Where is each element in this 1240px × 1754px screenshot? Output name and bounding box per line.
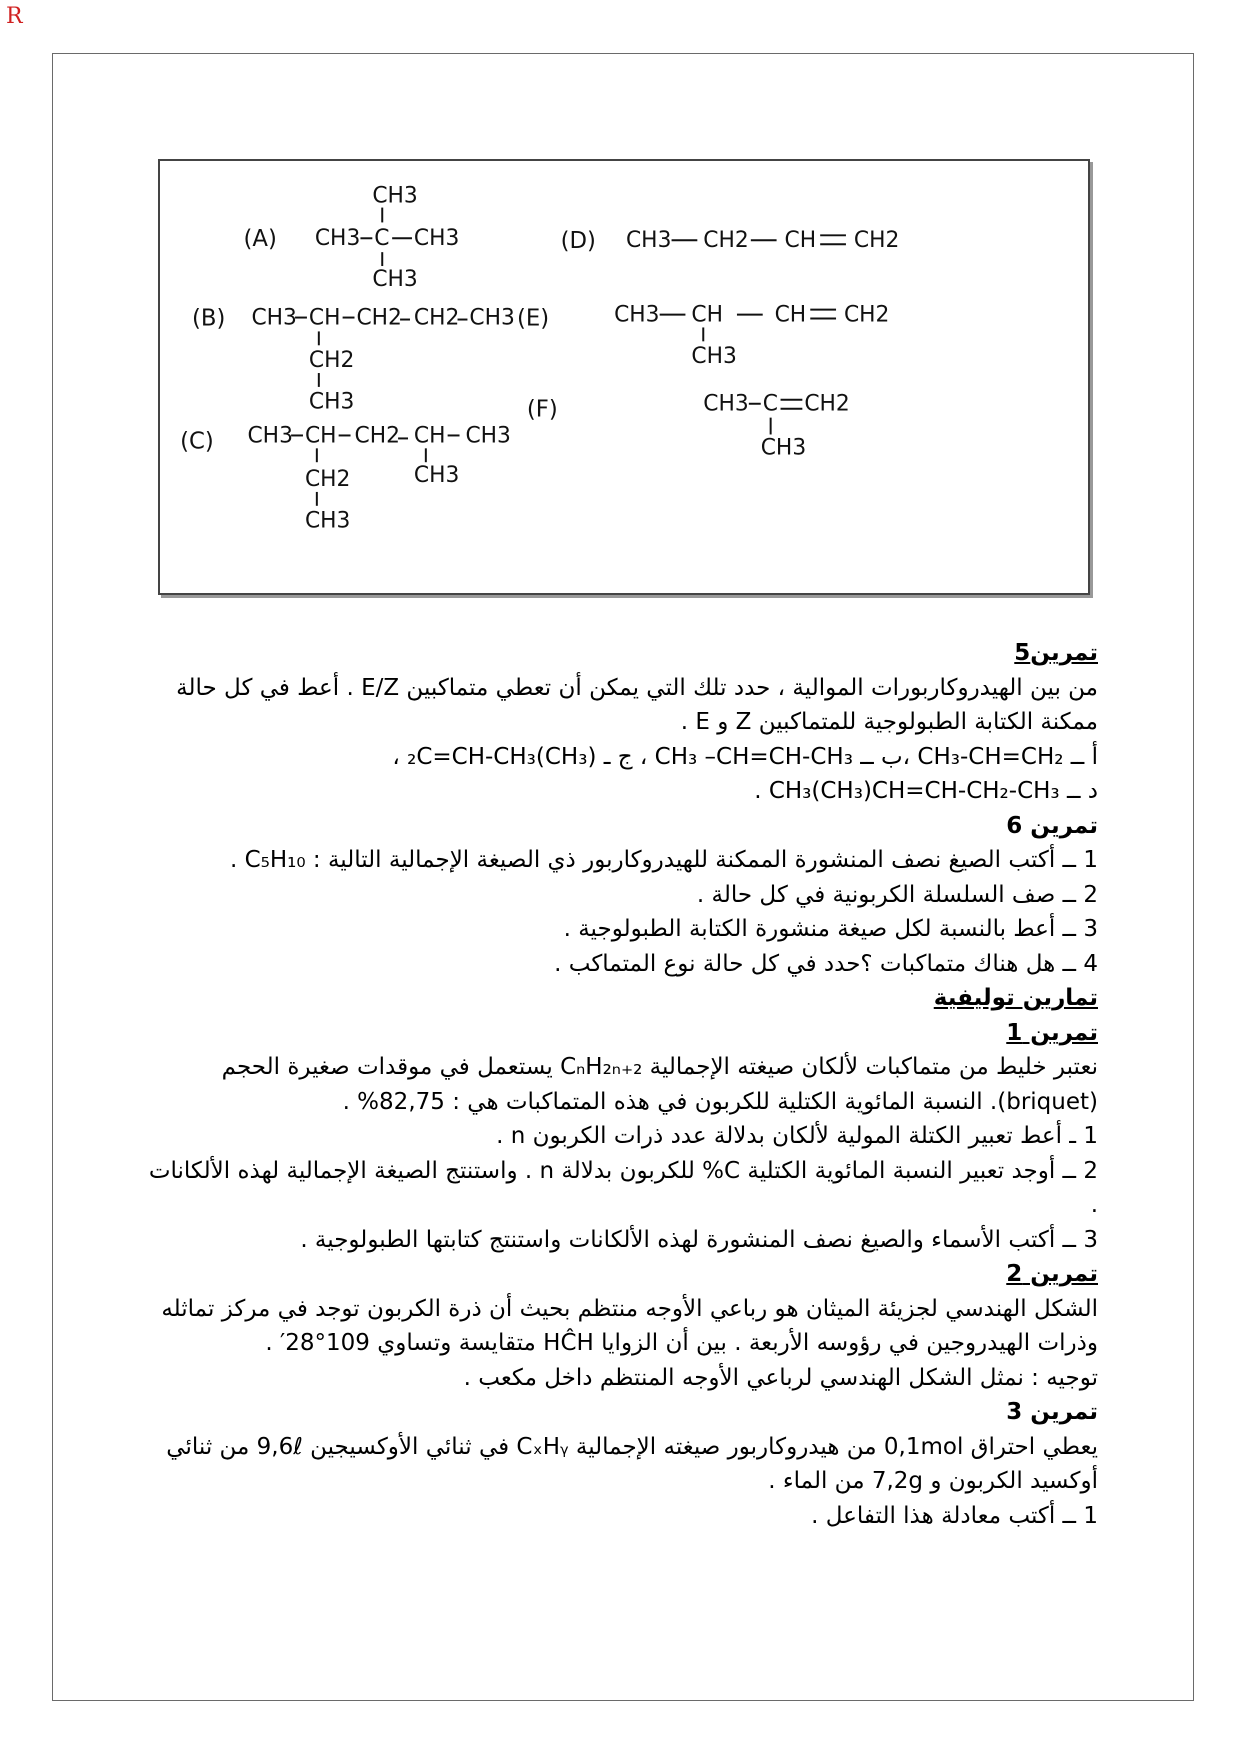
e-ch2-end: CH2 xyxy=(843,302,890,328)
b-ch: CH xyxy=(308,305,341,331)
synthesis-2-statement: الشكل الهندسي لجزيئة الميثان هو رباعي الأوجه منتظم بحيث أن ذرة الكربون توجد في مركز تماثله وذرات الهيدروجين في رؤوسه الأربعة . بين أن الزوايا HĈH متقايسة وتساوي 109°28′ . xyxy=(161,1295,1098,1356)
f-ch3: CH3 xyxy=(703,391,749,417)
c-ch2-branch: CH2 xyxy=(304,466,351,492)
label-c: (C) xyxy=(180,428,214,455)
label-f: (F) xyxy=(526,396,558,423)
exercise-6-q1: 1 ــ أكتب الصيغ نصف المنشورة الممكنة للهيدروكاربور ذي الصيغة الإجمالية التالية : C₅H₁₀ . xyxy=(229,847,1098,873)
synthesis-3-statement: يعطي احتراق 0,1mol من هيدروكاربور صيغته الإجمالية CₓHᵧ في ثنائي الأوكسيجين 9,6ℓ من ثنائي أوكسيد الكربون و 7,2g من الماء . xyxy=(166,1433,1098,1494)
label-a: (A) xyxy=(243,226,277,253)
structures-svg xyxy=(160,161,1088,593)
b-ch3-1: CH3 xyxy=(251,305,297,331)
c-ch-1: CH xyxy=(304,423,337,449)
synthesis-2-hint: توجيه : نمثل الشكل الهندسي لرباعي الأوجه المنتظم داخل مكعب . xyxy=(463,1364,1098,1391)
synthesis-2-title: تمرين 2 xyxy=(1006,1261,1098,1287)
b-ch3-branch: CH3 xyxy=(308,389,355,415)
a-left-ch3: CH3 xyxy=(314,226,361,252)
b-ch2-1: CH2 xyxy=(356,305,402,331)
e-ch3-branch: CH3 xyxy=(691,344,737,370)
synthesis-1-q3: 3 ــ أكتب الأسماء والصيغ نصف المنشورة لهذه الألكانات واستنتج كتابتها الطبولوجية . xyxy=(300,1226,1098,1253)
exercise-text xyxy=(148,636,1098,1533)
label-e: (E) xyxy=(516,305,550,332)
exercise-6-q4: 4 ــ هل هناك متماكبات ؟حدد في كل حالة نوع المتماكب . xyxy=(554,950,1098,977)
c-ch3-branch: CH3 xyxy=(304,508,351,534)
a-center-c: C xyxy=(374,226,390,252)
label-b: (B) xyxy=(192,305,226,332)
b-ch2-branch: CH2 xyxy=(308,348,355,374)
exercise-5-statement: من بين الهيدروكاربورات الموالية ، حدد تلك التي يمكن أن تعطي متماكبين E/Z . أعط في كل حالة ممكنة الكتابة الطبولوجية للمتماكبين Z و E . xyxy=(176,674,1098,735)
d-ch2: CH2 xyxy=(703,228,749,254)
c-ch3-1: CH3 xyxy=(247,423,293,449)
a-right-ch3: CH3 xyxy=(413,226,460,252)
label-d: (D) xyxy=(560,228,596,255)
c-ch3-2: CH3 xyxy=(465,423,511,449)
synthesis-3-title: تمرين 3 xyxy=(1006,1399,1098,1425)
c-ch2: CH2 xyxy=(354,423,400,449)
f-ch3-branch: CH3 xyxy=(760,435,807,461)
exercise-5-title: تمرين5 xyxy=(1014,640,1098,666)
b-ch3-2: CH3 xyxy=(469,305,515,331)
synthesis-1-q2: 2 ــ أوجد تعبير النسبة المائوية الكتلية C% للكربون بدلالة n . واستنتج الصيغة الإجمالية لهذه الألكانات . xyxy=(148,1157,1098,1218)
e-ch3: CH3 xyxy=(614,302,660,328)
c-ch-2: CH xyxy=(413,423,446,449)
exercise-6-q2: 2 ــ صف السلسلة الكربونية في كل حالة . xyxy=(696,881,1098,908)
corner-mark: R xyxy=(6,4,23,29)
exercise-5-formulas-2: د ــ CH₃(CH₃)CH=CH-CH₂-CH₃ . xyxy=(754,778,1098,804)
e-ch: CH xyxy=(691,302,723,328)
c-ch3-branch-2: CH3 xyxy=(413,463,460,489)
exercise-5-formulas-1: أ ــ CH₃-CH=CH₂ ،ب ــ CH₃ –CH=CH-CH₃ ، ج ـ (CH₃)₂C=CH-CH₃ ، xyxy=(392,743,1098,770)
a-top-ch3: CH3 xyxy=(372,183,418,209)
synthesis-1-title: تمرين 1 xyxy=(1006,1019,1098,1046)
exercise-6-q3: 3 ــ أعط بالنسبة لكل صيغة منشورة الكتابة الطبولوجية . xyxy=(563,916,1098,942)
f-c: C xyxy=(762,391,778,417)
synthesis-1-statement: نعتبر خليط من متماكبات لألكان صيغته الإجمالية CₙH₂ₙ₊₂ يستعمل في موقدات صغيرة الحجم (briquet). النسبة المائوية الكتلية للكربون في هذه المتماكبات هي : 82,75% . xyxy=(221,1054,1098,1115)
b-ch2-2: CH2 xyxy=(413,305,460,331)
e-ch-2: CH xyxy=(774,302,807,328)
d-ch: CH xyxy=(784,228,817,254)
d-ch3: CH3 xyxy=(625,228,672,254)
d-ch2-end: CH2 xyxy=(853,228,900,254)
a-bottom-ch3: CH3 xyxy=(372,266,418,292)
synthesis-3-q1: 1 ــ أكتب معادلة هذا التفاعل . xyxy=(811,1502,1098,1529)
hydrocarbon-structures-figure xyxy=(158,159,1090,595)
synthesis-1-q1: 1 ـ أعط تعبير الكتلة المولية لألكان بدلالة عدد ذرات الكربون n . xyxy=(496,1123,1098,1149)
synthesis-title: تمارين توليفية xyxy=(933,985,1098,1011)
f-ch2: CH2 xyxy=(804,391,850,417)
exercise-6-title: تمرين 6 xyxy=(1006,812,1098,839)
